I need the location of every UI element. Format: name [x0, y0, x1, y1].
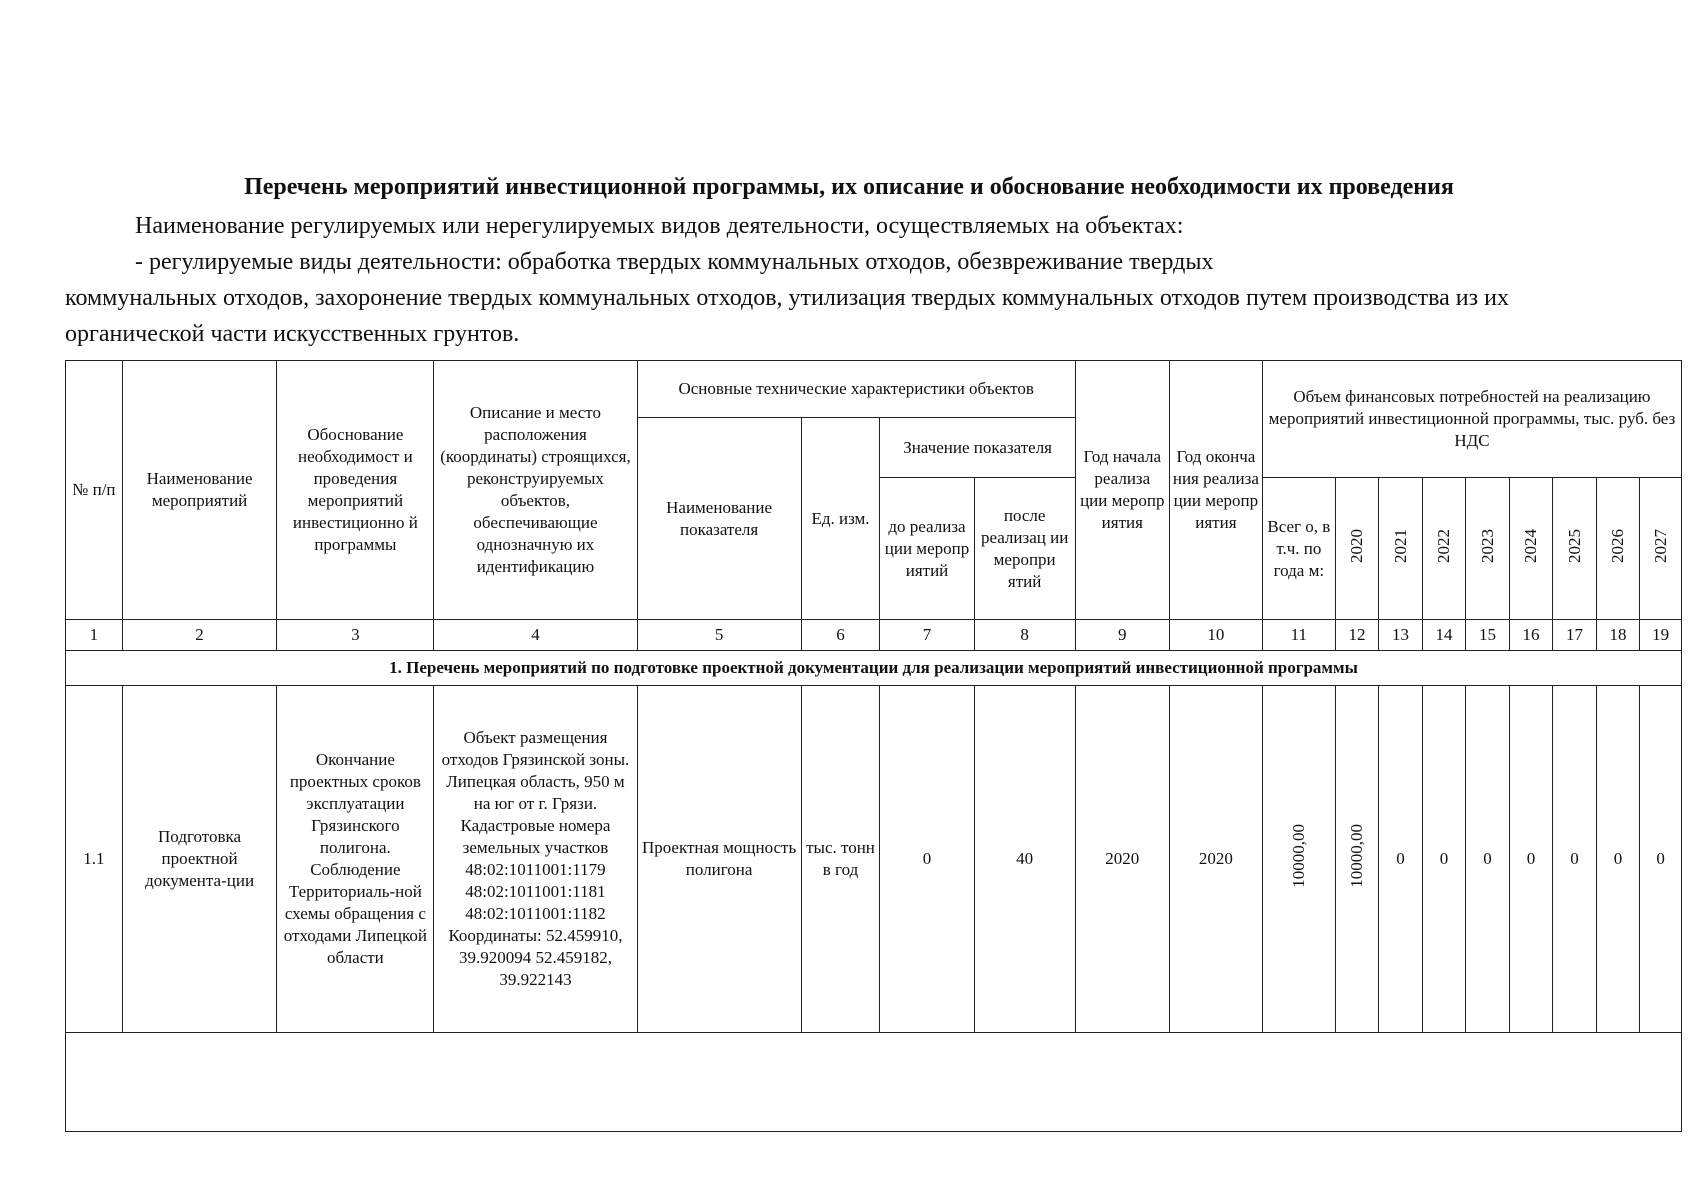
- header-indicator-name: Наименование показателя: [637, 418, 801, 620]
- column-number: 13: [1379, 620, 1423, 651]
- column-number: 9: [1075, 620, 1169, 651]
- header-num: № п/п: [66, 361, 123, 620]
- section-row: [66, 651, 1682, 686]
- column-number: 17: [1553, 620, 1597, 651]
- row-year-2021: 0: [1379, 686, 1423, 1033]
- column-number: 4: [434, 620, 637, 651]
- column-number: 8: [974, 620, 1075, 651]
- header-before: до реализа ции меропр иятий: [880, 478, 974, 620]
- column-number: 16: [1509, 620, 1553, 651]
- header-location: Описание и место расположения (координаты) строящихся, реконструируемых объектов, обеспечивающие однозначную их идентификацию: [434, 361, 637, 620]
- header-year-2020: 2020: [1335, 478, 1379, 620]
- row-unit: тыс. тонн в год: [801, 686, 880, 1033]
- row-year-2020: 10000,00: [1335, 686, 1379, 1033]
- column-number: 2: [122, 620, 277, 651]
- column-number: 18: [1596, 620, 1640, 651]
- column-number: 6: [801, 620, 880, 651]
- column-number: 12: [1335, 620, 1379, 651]
- column-numbers-row: [66, 620, 1682, 651]
- row-location: Объект размещения отходов Грязинской зоны. Липецкая область, 950 м на юг от г. Грязи. Кадастровые номера земельных участков 48:02:1011001:1179 48:02:1011001:1181 48:02:1011001:1182 Координаты: 52.459910, 39.920094 52.459182, 39.922143: [434, 686, 637, 1033]
- header-year-2023: 2023: [1466, 478, 1510, 620]
- row-year-2025: 0: [1553, 686, 1597, 1033]
- intro-text: [65, 208, 1625, 352]
- column-number: 10: [1169, 620, 1262, 651]
- header-unit: Ед. изм.: [801, 418, 880, 620]
- row-year-2023: 0: [1466, 686, 1510, 1033]
- header-tech-group: Основные технические характеристики объектов: [637, 361, 1075, 418]
- header-end-year: Год оконча ния реализа ции меропр иятия: [1169, 361, 1262, 620]
- intro-line-3: коммунальных отходов, захоронение твердых коммунальных отходов, утилизация твердых коммунальных отходов путем производства из их органической части искусственных грунтов.: [65, 285, 1509, 347]
- row-year-2026: 0: [1596, 686, 1640, 1033]
- row-end-year: 2020: [1169, 686, 1262, 1033]
- row-year-2024: 0: [1509, 686, 1553, 1033]
- empty-row: [66, 1033, 1682, 1132]
- header-total: Всег о, в т.ч. по года м:: [1262, 478, 1335, 620]
- intro-line-2: - регулируемые виды деятельности: обработка твердых коммунальных отходов, обезвреживание твердых: [135, 249, 1214, 275]
- column-number: 5: [637, 620, 801, 651]
- header-year-2022: 2022: [1422, 478, 1466, 620]
- row-year-2027: 0: [1640, 686, 1682, 1033]
- header-justification: Обоснование необходимост и проведения мероприятий инвестиционно й программы: [277, 361, 434, 620]
- header-value-group: Значение показателя: [880, 418, 1075, 478]
- column-number: 1: [66, 620, 123, 651]
- row-year-2022: 0: [1422, 686, 1466, 1033]
- header-year-2025: 2025: [1553, 478, 1597, 620]
- intro-line-1: Наименование регулируемых или нерегулируемых видов деятельности, осуществляемых на объектах:: [135, 213, 1184, 239]
- header-year-2024: 2024: [1509, 478, 1553, 620]
- row-start-year: 2020: [1075, 686, 1169, 1033]
- header-start-year: Год начала реализа ции меропр иятия: [1075, 361, 1169, 620]
- row-total: 10000,00: [1262, 686, 1335, 1033]
- column-number: 11: [1262, 620, 1335, 651]
- header-after: после реализац ии меропри ятий: [974, 478, 1075, 620]
- row-indicator-name: Проектная мощность полигона: [637, 686, 801, 1033]
- investment-program-table: [65, 360, 1682, 1132]
- column-number: 19: [1640, 620, 1682, 651]
- row-before: 0: [880, 686, 974, 1033]
- column-number: 7: [880, 620, 974, 651]
- section-title: 1. Перечень мероприятий по подготовке проектной документации для реализации мероприятий инвестиционной программы: [66, 651, 1682, 686]
- row-after: 40: [974, 686, 1075, 1033]
- header-finance-group: Объем финансовых потребностей на реализацию мероприятий инвестиционной программы, тыс. руб. без НДС: [1262, 361, 1681, 478]
- empty-cell: [66, 1033, 1682, 1132]
- page-title: Перечень мероприятий инвестиционной программы, их описание и обоснование необходимости их проведения: [244, 174, 1454, 200]
- header-name: Наименование мероприятий: [122, 361, 277, 620]
- table-row: [66, 686, 1682, 1033]
- header-year-2027: 2027: [1640, 478, 1682, 620]
- column-number: 3: [277, 620, 434, 651]
- column-number: 14: [1422, 620, 1466, 651]
- row-name: Подготовка проектной документа-ции: [122, 686, 277, 1033]
- header-year-2021: 2021: [1379, 478, 1423, 620]
- row-num: 1.1: [66, 686, 123, 1033]
- row-justification: Окончание проектных сроков эксплуатации Грязинского полигона. Соблюдение Территориаль-ной схемы обращения с отходами Липецкой области: [277, 686, 434, 1033]
- header-year-2026: 2026: [1596, 478, 1640, 620]
- column-number: 15: [1466, 620, 1510, 651]
